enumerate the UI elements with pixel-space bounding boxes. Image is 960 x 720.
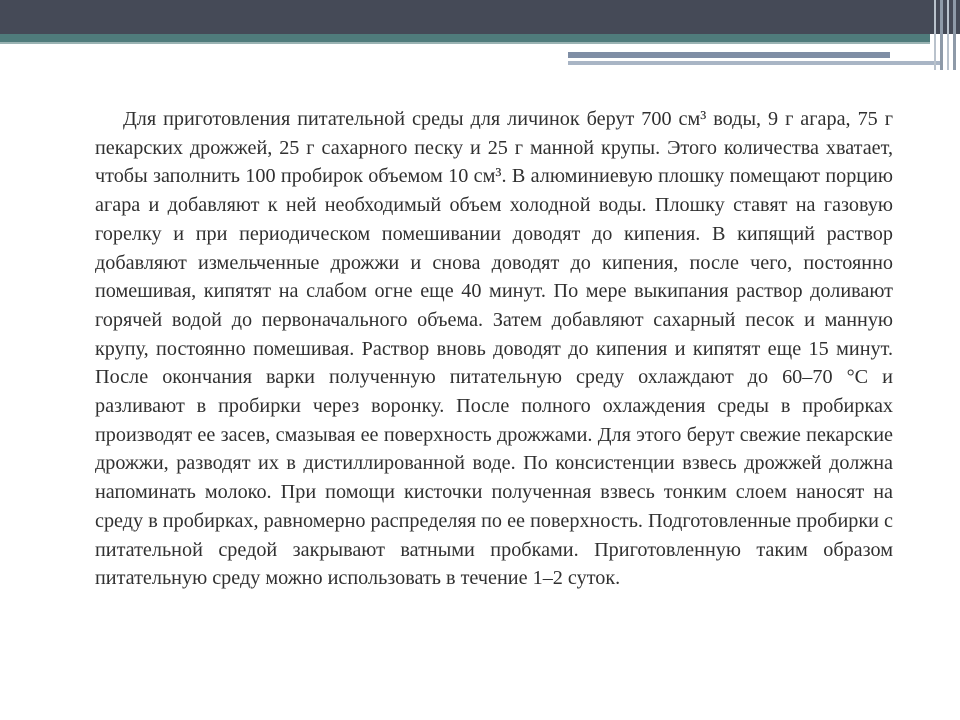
stripe (940, 0, 943, 70)
accent-line (0, 34, 930, 42)
accent-line-thin (0, 42, 930, 44)
body-paragraph: Для приготовления питательной среды для личинок берут 700 см³ воды, 9 г агара, 75 г пекарских дрожжей, 25 г сахарного песку и 25 г манной крупы. Этого количества хватает, чтобы заполнить 100 пробирок объемом 10 см³. В алюминиевую плошку помещают порцию агара и добавляют к ней необходимый объем холодной воды. Плошку ставят на газовую горелку и при периодическом помешивании доводят до кипения. В кипящий раствор добавляют измельченные дрожжи и снова доводят до кипения, после чего, постоянно помешивая, кипятят на слабом огне еще 40 минут. По мере выкипания раствор доливают горячей водой до первоначального объема. Затем добавляют сахарный песок и манную крупу, постоянно помешивая. Раствор вновь доводят до кипения и кипятят еще 15 минут. После окончания варки полученную питательную среду охлаждают до 60–70 °С и разливают в пробирки через воронку. После полного охлаждения среды в пробирках производят ее засев, смазывая ее поверхность дрожжами. Для этого берут свежие пекарские дрожжи, разводят их в дистиллированной воде. По консистенции взвесь дрожжей должна напоминать молоко. При помощи кисточки полученная взвесь тонким слоем наносят на среду в пробирках, равномерно распределяя по ее поверхность. Подготовленные пробирки с питательной средой закрывают ватными пробками. Приготовленную таким образом питательную среду можно использовать в течение 1–2 суток. (95, 108, 893, 590)
decorative-bar (568, 52, 890, 58)
corner-stripes (934, 0, 960, 70)
stripe (934, 0, 936, 70)
decorative-bar-secondary (568, 61, 940, 65)
stripe (953, 0, 956, 70)
header-band (0, 0, 960, 34)
stripe (947, 0, 949, 70)
